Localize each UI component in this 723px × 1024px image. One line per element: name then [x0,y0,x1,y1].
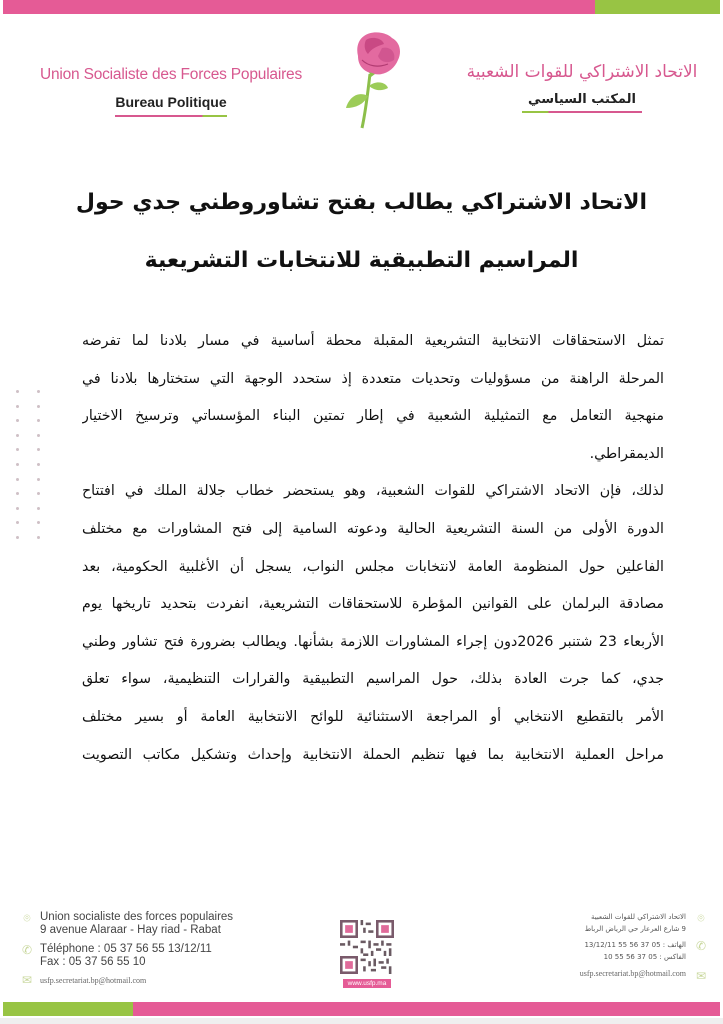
address-line: Union socialiste des forces populaires [40,911,234,923]
footer-email [18,973,258,987]
page-edge [0,1018,723,1024]
footer-contact-french [18,911,258,987]
document-body [82,326,664,777]
text-line: الدورة الأولى من السنة التشريعية الحالية ودعوته السامية إلى فتح المشاورات مع مختلف [82,520,664,537]
letterhead-french [26,66,316,117]
text-line: جدي، كما جرت العادة بذلك، حول المراسيم التطبيقية والقرارات التنظيمية، سواء تعلق [82,671,664,688]
qr-code-icon[interactable] [340,920,394,974]
rose-icon [342,30,404,130]
footer-bar-green [3,1002,133,1016]
text-line: المرحلة الراهنة من مسؤوليات وتحديات متعددة إذ ستحدد الوجهة التي ستختارها بلادنا في [82,370,664,387]
text-line: الفاعلين حول المنظومة العامة لانتخابات مجلس النواب، يسجل أن الأغلبية الحكومية، بعد [82,558,664,575]
title-line: الاتحاد الاشتراكي يطالب بفتح تشاوروطني جدي حول [75,190,648,215]
address-line: 9 شارع العرعار حي الرياض الرباط [584,925,686,933]
text-line: مصادقة البرلمان على القوانين المؤطرة للاستحقاقات التشريعية، انفردت بتحديد تاريخها يوم [82,596,664,613]
phone-number: Téléphone : 05 37 56 55 13/12/11 [40,943,212,955]
text-line: مراحل العملية الانتخابية بما فيها تنظيم الحملة الانتخابية وإحداث وتشكيل مكاتب التصويت [82,746,664,763]
letterhead-arabic [456,62,708,113]
address-line: الاتحاد الاشتراكي للقوات الشعبية [590,913,686,921]
text-line: لذلك، فإن الاتحاد الاشتراكي للقوات الشعبية، وهو يستحضر خطاب جلالة الملك في افتتاح [82,483,664,500]
email-link[interactable]: usfp.secretariat.bp@hotmail.com [579,969,686,978]
footer-phone [18,943,258,969]
fax-number: Fax : 05 37 56 55 10 [40,956,146,968]
document-title [60,186,663,302]
org-name-arabic: الاتحاد الاشتراكي للقوات الشعبية [466,62,698,82]
location-pin-icon: ⌾ [697,911,705,925]
text-line: الأمر بالتقطيع الانتخابي أو المراجعة الاستثنائية للوائح الانتخابية العامة أو بسير مختلف [82,708,664,725]
text-line: تمثل الاستحقاقات الانتخابية التشريعية المقبلة محطة أساسية في مسار بلادنا لما تفرضه [82,333,664,349]
org-name-french: Union Socialiste des Forces Populaires [39,66,303,83]
footer-contact-arabic [530,911,710,983]
envelope-icon: ✉ [695,969,707,983]
header-color-bar [3,0,720,14]
footer-address-arabic [530,911,710,935]
text-line: منهجية التعامل مع التمثيلية الشعبية في إطار تمتين البناء المؤسساتي وترسيخ الاختيار [82,408,664,425]
phone-icon: ✆ [695,939,707,953]
email-link[interactable]: usfp.secretariat.bp@hotmail.com [40,976,147,985]
fax-number: الفاكس : 05 37 56 55 10 [603,953,686,961]
bureau-label-arabic: المكتب السياسي [528,92,636,113]
phone-number: الهاتف : 05 37 56 55 13/12/11 [584,941,686,949]
footer-color-bar [3,1002,720,1016]
address-line: 9 avenue Alaraar - Hay riad - Rabat [40,924,221,936]
phone-icon: ✆ [21,943,33,957]
decorative-dot-grid [12,390,42,539]
text-line: الديمقراطي. [589,445,664,462]
footer-email-arabic [530,969,710,983]
footer-address [18,911,258,937]
website-label[interactable]: www.usfp.ma [343,979,391,988]
header-bar-pink [3,0,595,14]
bureau-label-french: Bureau Politique [115,94,226,117]
location-pin-icon: ⌾ [23,911,31,925]
paragraph [82,326,664,476]
text-line: الأربعاء 23 شتنبر 2026دون إجراء المشاورات اللازمة بشأنها. ويطالب بضرورة فتح تشاور وطني [82,633,664,650]
header-bar-green [595,0,720,14]
title-line: المراسيم التطبيقية للانتخابات التشريعية [144,248,579,273]
footer-bar-pink [133,1002,720,1016]
paragraph [82,476,664,777]
footer-phone-arabic [530,939,710,963]
envelope-icon: ✉ [21,973,33,987]
